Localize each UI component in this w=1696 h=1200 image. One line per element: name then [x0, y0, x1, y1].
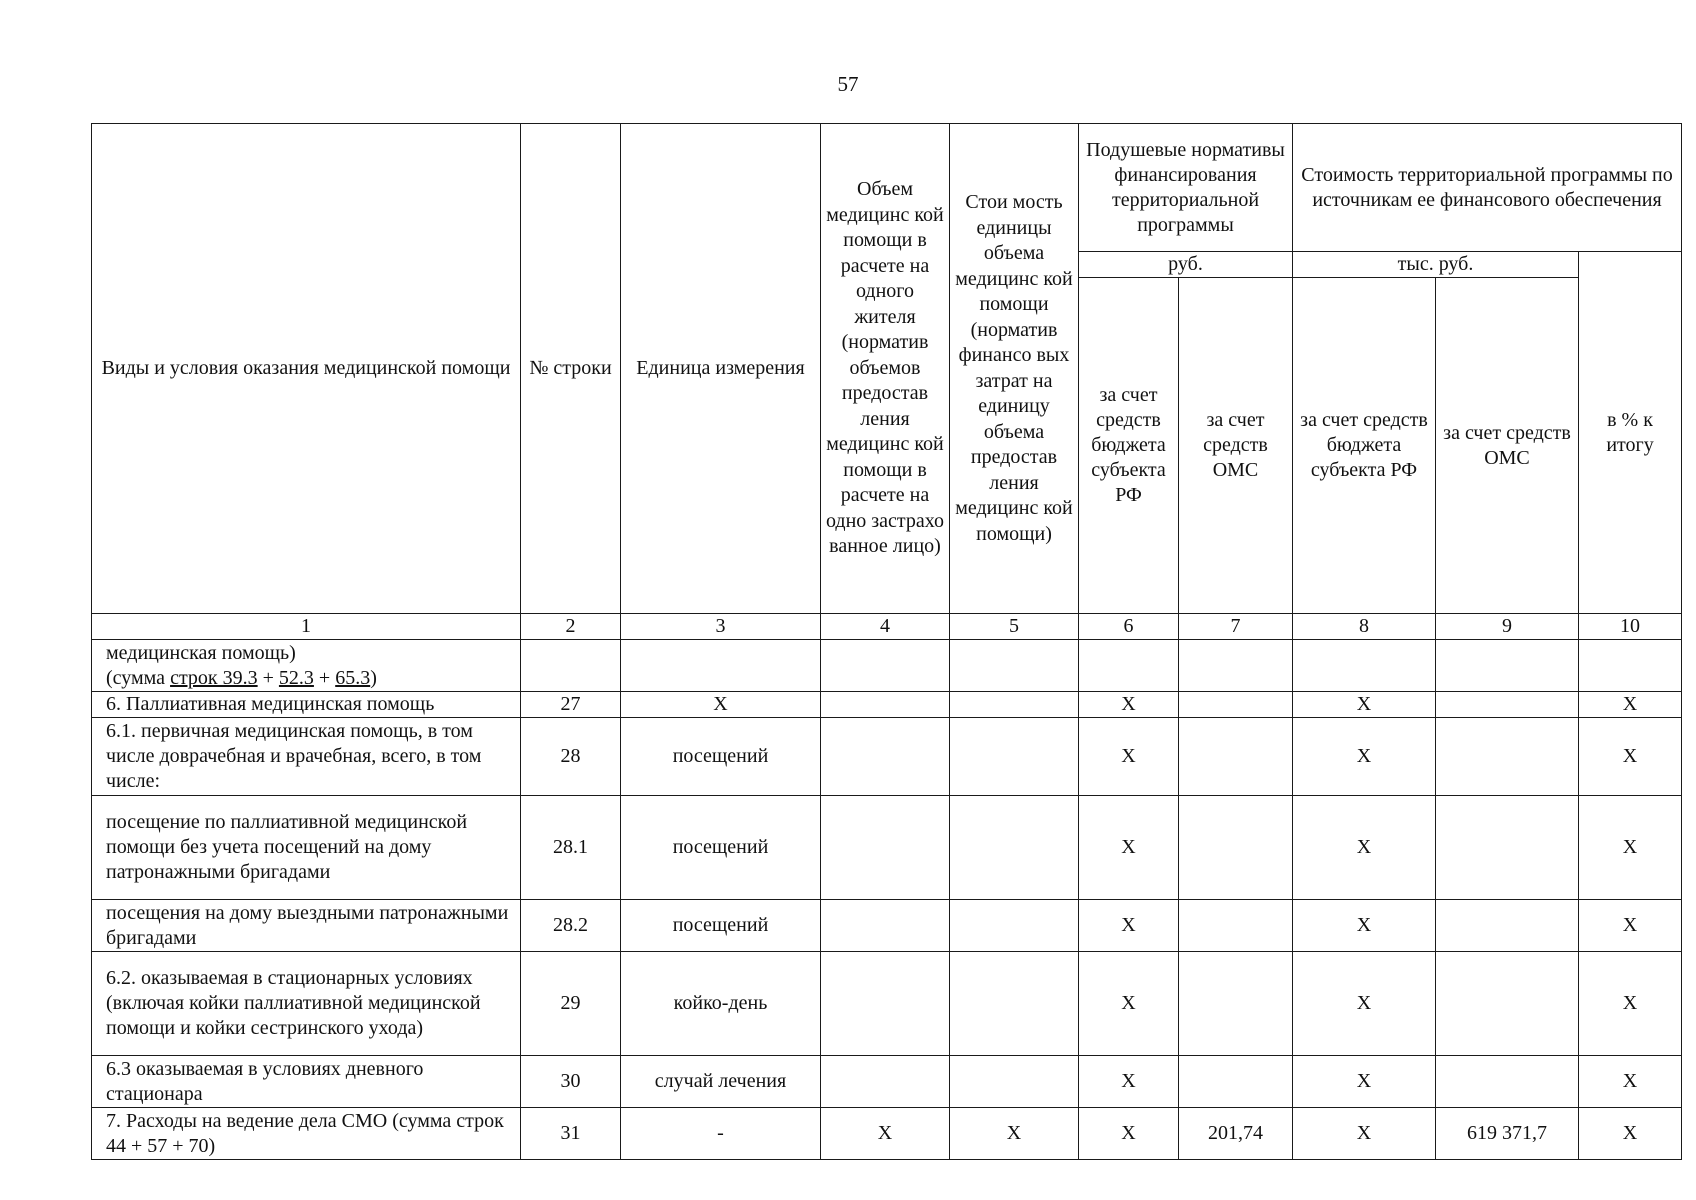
row-c5 — [950, 640, 1079, 692]
row-c8: Х — [1293, 692, 1436, 718]
row-c4 — [821, 796, 950, 900]
row-name: 7. Расходы на ведение дела СМО (сумма строк 44 + 57 + 70) — [92, 1108, 521, 1160]
row-c8: Х — [1293, 1108, 1436, 1160]
row-name: посещения на дому выездными патронажными бригадами — [92, 900, 521, 952]
row-c8: Х — [1293, 952, 1436, 1056]
header-percent-total: в % к итогу — [1579, 252, 1682, 614]
table-body — [92, 640, 1682, 1160]
row-c5: Х — [950, 1108, 1079, 1160]
row-c7: 201,74 — [1179, 1108, 1293, 1160]
row-c10 — [1579, 640, 1682, 692]
row-c9 — [1436, 1056, 1579, 1108]
row-unit — [621, 640, 821, 692]
table-row — [92, 640, 1682, 692]
column-number: 9 — [1436, 614, 1579, 640]
column-number: 6 — [1079, 614, 1179, 640]
row-c6 — [1079, 640, 1179, 692]
row-c7 — [1179, 1056, 1293, 1108]
header-pc-budget: за счет средств бюджета субъекта РФ — [1079, 278, 1179, 614]
table-row — [92, 900, 1682, 952]
row-c10: Х — [1579, 1056, 1682, 1108]
row-line-no: 28.1 — [521, 796, 621, 900]
row-name: посещение по паллиативной медицинской помощи без учета посещений на дому патронажными бригадами — [92, 796, 521, 900]
column-number: 4 — [821, 614, 950, 640]
link-line-39-3[interactable]: строк 39.3 — [170, 666, 258, 689]
row-c9: 619 371,7 — [1436, 1108, 1579, 1160]
row-c4: Х — [821, 1108, 950, 1160]
row-c6: Х — [1079, 718, 1179, 796]
row-c4 — [821, 952, 950, 1056]
row-c7 — [1179, 692, 1293, 718]
row-line-no: 28 — [521, 718, 621, 796]
table-row — [92, 796, 1682, 900]
row-c5 — [950, 1056, 1079, 1108]
column-number: 1 — [92, 614, 521, 640]
row-c7 — [1179, 900, 1293, 952]
row-c8: Х — [1293, 718, 1436, 796]
row-c8: Х — [1293, 900, 1436, 952]
row-c4 — [821, 692, 950, 718]
header-types: Виды и условия оказания медицинской помощи — [92, 124, 521, 614]
row-c10: Х — [1579, 952, 1682, 1056]
row-c8 — [1293, 640, 1436, 692]
row-c6: Х — [1079, 1108, 1179, 1160]
row-c8: Х — [1293, 796, 1436, 900]
row-line-no: 29 — [521, 952, 621, 1056]
row-c4 — [821, 718, 950, 796]
row-unit: - — [621, 1108, 821, 1160]
column-number: 7 — [1179, 614, 1293, 640]
row-line-no: 30 — [521, 1056, 621, 1108]
row-c4 — [821, 900, 950, 952]
row-c9 — [1436, 692, 1579, 718]
header-line-no: № строки — [521, 124, 621, 614]
row-c8: Х — [1293, 1056, 1436, 1108]
row-c7 — [1179, 718, 1293, 796]
row-unit: случай лечения — [621, 1056, 821, 1108]
header-cost-group: Стоимость территориальной программы по источникам ее финансового обеспечения — [1293, 124, 1682, 252]
header-unit-thousand-rub: тыс. руб. — [1293, 252, 1579, 278]
row-name-line: медицинская помощь) — [106, 641, 296, 664]
row-c9 — [1436, 900, 1579, 952]
row-unit: посещений — [621, 900, 821, 952]
row-c7 — [1179, 952, 1293, 1056]
link-line-65-3[interactable]: 65.3 — [335, 666, 371, 689]
row-name: 6.3 оказываемая в условиях дневного стационара — [92, 1056, 521, 1108]
row-c9 — [1436, 796, 1579, 900]
header-pc-oms: за счет средств ОМС — [1179, 278, 1293, 614]
row-c4 — [821, 640, 950, 692]
row-line-no: 28.2 — [521, 900, 621, 952]
row-c10: Х — [1579, 692, 1682, 718]
row-c7 — [1179, 640, 1293, 692]
column-number: 2 — [521, 614, 621, 640]
row-c10: Х — [1579, 796, 1682, 900]
row-c9 — [1436, 718, 1579, 796]
table-row — [92, 952, 1682, 1056]
table-row — [92, 1108, 1682, 1160]
row-c5 — [950, 796, 1079, 900]
row-line-no: 27 — [521, 692, 621, 718]
row-c4 — [821, 1056, 950, 1108]
table-row — [92, 718, 1682, 796]
page-number: 57 — [837, 72, 859, 96]
row-c5 — [950, 718, 1079, 796]
row-c10: Х — [1579, 900, 1682, 952]
row-line-no: 31 — [521, 1108, 621, 1160]
row-name: 6.2. оказываемая в стационарных условиях (включая койки паллиативной медицинской помощи и койки сестринского ухода) — [92, 952, 521, 1056]
row-name: 6.1. первичная медицинская помощь, в том числе доврачебная и врачебная, всего, в том числе: — [92, 718, 521, 796]
row-name: 6. Паллиативная медицинская помощь — [92, 692, 521, 718]
row-c9 — [1436, 952, 1579, 1056]
table-header — [92, 124, 1682, 640]
row-unit: посещений — [621, 796, 821, 900]
header-unit-cost: Стои мость единицы объема медицинс кой помощи (норматив финансо вых затрат на единицу объема предостав ления медицинс кой помощи) — [950, 124, 1079, 614]
column-number: 5 — [950, 614, 1079, 640]
row-c6: Х — [1079, 900, 1179, 952]
row-unit: койко-день — [621, 952, 821, 1056]
row-c6: Х — [1079, 1056, 1179, 1108]
column-number: 10 — [1579, 614, 1682, 640]
link-line-52-3[interactable]: 52.3 — [278, 666, 314, 689]
header-cost-budget: за счет средств бюджета субъекта РФ — [1293, 278, 1436, 614]
column-number: 8 — [1293, 614, 1436, 640]
header-volume: Объем медицинс кой помощи в расчете на одного жителя (норматив объемов предостав ления медицинс кой помощи в расчете на одно застрахо ванное лицо) — [821, 124, 950, 614]
row-c6: Х — [1079, 796, 1179, 900]
table-row — [92, 692, 1682, 718]
row-c10: Х — [1579, 718, 1682, 796]
row-c7 — [1179, 796, 1293, 900]
financing-table — [91, 123, 1682, 1160]
header-unit-rub: руб. — [1079, 252, 1293, 278]
row-c6: Х — [1079, 692, 1179, 718]
column-numbers-row — [92, 614, 1682, 640]
row-c5 — [950, 692, 1079, 718]
row-c5 — [950, 900, 1079, 952]
row-unit: Х — [621, 692, 821, 718]
row-c6: Х — [1079, 952, 1179, 1056]
table-row — [92, 1056, 1682, 1108]
header-unit: Единица измерения — [621, 124, 821, 614]
row-line-no — [521, 640, 621, 692]
row-c9 — [1436, 640, 1579, 692]
row-c5 — [950, 952, 1079, 1056]
row-c10: Х — [1579, 1108, 1682, 1160]
header-cost-oms: за счет средств ОМС — [1436, 278, 1579, 614]
header-per-capita-group: Подушевые нормативы финансирования территориальной программы — [1079, 124, 1293, 252]
row-name-sum: (сумма строк 39.3 + 52.3 + 65.3) — [106, 666, 377, 689]
row-name — [92, 640, 521, 692]
column-number: 3 — [621, 614, 821, 640]
row-unit: посещений — [621, 718, 821, 796]
